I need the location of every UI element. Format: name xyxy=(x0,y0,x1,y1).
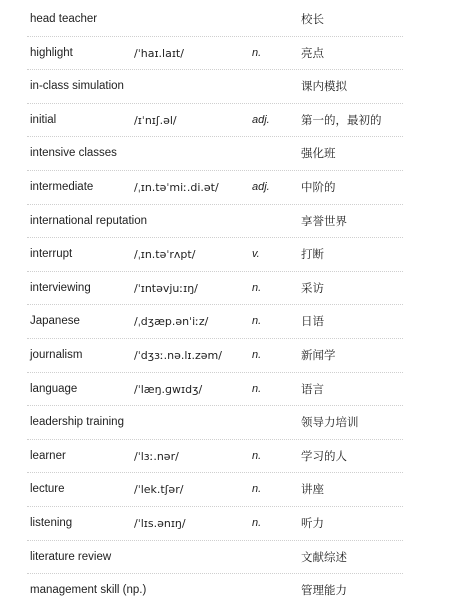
chinese-translation: 课内模拟 xyxy=(301,79,347,94)
chinese-translation: 听力 xyxy=(301,515,324,530)
chinese-translation: 打断 xyxy=(301,247,324,262)
table-row xyxy=(27,104,403,138)
part-of-speech: adj. xyxy=(252,180,270,193)
english-term: interrupt xyxy=(30,248,73,261)
table-row xyxy=(27,574,403,608)
english-term: management skill (np.) xyxy=(30,584,147,597)
english-term: in-class simulation xyxy=(30,80,124,93)
phonetic-transcription: /ˈlæŋ.ɡwɪdʒ/ xyxy=(134,382,203,396)
english-term: head teacher xyxy=(30,13,98,25)
english-term: interviewing xyxy=(30,281,91,294)
table-row xyxy=(27,440,403,474)
chinese-translation: 语言 xyxy=(301,381,324,396)
table-row xyxy=(27,3,403,37)
english-term: international reputation xyxy=(30,214,147,227)
chinese-translation: 中阶的 xyxy=(301,179,336,194)
vocabulary-table xyxy=(27,3,403,608)
chinese-translation: 第一的，最初的 xyxy=(301,112,382,127)
english-term: language xyxy=(30,382,78,395)
table-row xyxy=(27,238,403,272)
english-term: listening xyxy=(30,516,73,529)
part-of-speech: n. xyxy=(252,516,262,529)
table-row xyxy=(27,473,403,507)
english-term: intermediate xyxy=(30,180,94,193)
chinese-translation: 领导力培训 xyxy=(301,415,359,430)
phonetic-transcription: /ˌɪn.təˈrʌpt/ xyxy=(134,248,196,262)
part-of-speech: n. xyxy=(252,449,262,462)
part-of-speech: n. xyxy=(252,315,262,328)
part-of-speech: n. xyxy=(252,281,262,294)
english-term: initial xyxy=(30,113,57,126)
table-row xyxy=(27,339,403,373)
english-term: highlight xyxy=(30,46,73,59)
english-term: lecture xyxy=(30,483,65,496)
phonetic-transcription: /ˈlek.tʃər/ xyxy=(134,483,184,497)
english-term: leadership training xyxy=(30,416,124,429)
table-row xyxy=(27,272,403,306)
english-term: journalism xyxy=(30,348,83,361)
part-of-speech: n. xyxy=(252,348,262,361)
chinese-translation: 新闻学 xyxy=(301,347,336,362)
english-term: literature review xyxy=(30,550,112,563)
table-row xyxy=(27,541,403,575)
chinese-translation: 讲座 xyxy=(301,482,324,497)
part-of-speech: v. xyxy=(252,248,260,261)
table-row xyxy=(27,507,403,541)
phonetic-transcription: /ˈlɜː.nər/ xyxy=(134,449,179,463)
chinese-translation: 校长 xyxy=(301,12,324,26)
phonetic-transcription: /ˌɪn.təˈmiː.di.ət/ xyxy=(134,180,219,194)
part-of-speech: n. xyxy=(252,46,262,59)
table-row xyxy=(27,37,403,71)
english-term: Japanese xyxy=(30,315,80,328)
part-of-speech: n. xyxy=(252,382,262,395)
chinese-translation: 管理能力 xyxy=(301,583,347,598)
table-row xyxy=(27,305,403,339)
phonetic-transcription: /ˈlɪs.ənɪŋ/ xyxy=(134,516,186,530)
chinese-translation: 享誉世界 xyxy=(301,213,347,228)
phonetic-transcription: /ˈdʒɜː.nə.lɪ.zəm/ xyxy=(134,348,222,362)
table-row xyxy=(27,171,403,205)
chinese-translation: 亮点 xyxy=(301,45,324,60)
table-row xyxy=(27,406,403,440)
phonetic-transcription: /ˌdʒæp.ənˈiːz/ xyxy=(134,315,209,329)
phonetic-transcription: /ˈɪntəvjuːɪŋ/ xyxy=(134,281,198,295)
chinese-translation: 采访 xyxy=(301,280,324,295)
chinese-translation: 文献综述 xyxy=(301,549,347,564)
part-of-speech: n. xyxy=(252,483,262,496)
table-row xyxy=(27,70,403,104)
table-row xyxy=(27,373,403,407)
part-of-speech: adj. xyxy=(252,113,270,126)
english-term: learner xyxy=(30,449,66,462)
table-row xyxy=(27,205,403,239)
english-term: intensive classes xyxy=(30,147,117,160)
chinese-translation: 日语 xyxy=(301,314,324,329)
chinese-translation: 学习的人 xyxy=(301,448,347,463)
table-row xyxy=(27,137,403,171)
phonetic-transcription: /ɪˈnɪʃ.əl/ xyxy=(134,113,177,127)
phonetic-transcription: /ˈhaɪ.laɪt/ xyxy=(134,46,184,60)
chinese-translation: 强化班 xyxy=(301,146,336,161)
